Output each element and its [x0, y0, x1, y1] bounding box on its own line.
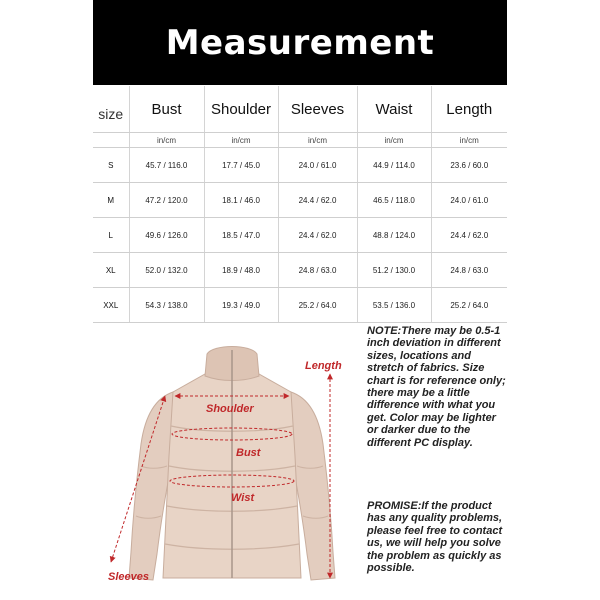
header-sleeves: Sleeves: [278, 86, 357, 133]
length-cell: 24.4 / 62.0: [431, 218, 507, 253]
size-chart-table: [93, 86, 507, 323]
unit-row: [93, 133, 507, 148]
waist-cell: 46.5 / 118.0: [357, 183, 431, 218]
length-cell: 23.6 / 60.0: [431, 148, 507, 183]
bust-cell: 45.7 / 116.0: [129, 148, 204, 183]
waist-cell: 44.9 / 114.0: [357, 148, 431, 183]
table-row: [93, 148, 507, 183]
size-cell: S: [93, 148, 129, 183]
shoulder-cell: 18.1 / 46.0: [204, 183, 278, 218]
bust-cell: 49.6 / 126.0: [129, 218, 204, 253]
bust-cell: 52.0 / 132.0: [129, 253, 204, 288]
waist-cell: 51.2 / 130.0: [357, 253, 431, 288]
sleeves-cell: 25.2 / 64.0: [278, 288, 357, 323]
header-bust: Bust: [129, 86, 204, 133]
unit-cell: in/cm: [204, 133, 278, 148]
header-row: [93, 86, 507, 133]
shoulder-cell: 18.9 / 48.0: [204, 253, 278, 288]
waist-cell: 48.8 / 124.0: [357, 218, 431, 253]
length-cell: 24.8 / 63.0: [431, 253, 507, 288]
jacket-diagram: [93, 316, 358, 600]
header-waist: Waist: [357, 86, 431, 133]
shoulder-cell: 19.3 / 49.0: [204, 288, 278, 323]
quality-promise: PROMISE:If the product has any quality problems, please feel free to contact us, we will help you solve the problem as quickly as possible.: [367, 500, 503, 575]
header-length: Length: [431, 86, 507, 133]
shoulder-label: Shoulder: [206, 403, 254, 415]
size-cell: L: [93, 218, 129, 253]
shoulder-cell: 17.7 / 45.0: [204, 148, 278, 183]
waist-cell: 53.5 / 136.0: [357, 288, 431, 323]
unit-cell: in/cm: [129, 133, 204, 148]
bust-cell: 47.2 / 120.0: [129, 183, 204, 218]
unit-cell: in/cm: [278, 133, 357, 148]
unit-cell: [93, 133, 129, 148]
bust-cell: 54.3 / 138.0: [129, 288, 204, 323]
title-banner: [93, 0, 507, 85]
table-row: [93, 183, 507, 218]
table-row: [93, 253, 507, 288]
size-cell: XL: [93, 253, 129, 288]
table-row: [93, 218, 507, 253]
length-cell: 25.2 / 64.0: [431, 288, 507, 323]
unit-cell: in/cm: [431, 133, 507, 148]
sleeves-label: Sleeves: [108, 571, 149, 583]
length-cell: 24.0 / 61.0: [431, 183, 507, 218]
length-label: Length: [305, 360, 342, 372]
shoulder-cell: 18.5 / 47.0: [204, 218, 278, 253]
sleeves-cell: 24.8 / 63.0: [278, 253, 357, 288]
header-size: size: [93, 86, 129, 133]
jacket-illustration: [129, 347, 335, 581]
sleeves-cell: 24.4 / 62.0: [278, 218, 357, 253]
unit-cell: in/cm: [357, 133, 431, 148]
size-note: NOTE:There may be 0.5-1 inch deviation in different sizes, locations and stretch of fabrics. Size chart is for reference only; there may be a little difference with what you get. Color may be lighter or darker due to the different PC display.: [367, 325, 506, 449]
header-shoulder: Shoulder: [204, 86, 278, 133]
sleeves-cell: 24.4 / 62.0: [278, 183, 357, 218]
waist-label: Wist: [231, 492, 255, 504]
size-cell: M: [93, 183, 129, 218]
size-cell: XXL: [93, 288, 129, 323]
bust-label: Bust: [236, 447, 261, 459]
page-title: Measurement: [165, 22, 435, 63]
sleeves-cell: 24.0 / 61.0: [278, 148, 357, 183]
